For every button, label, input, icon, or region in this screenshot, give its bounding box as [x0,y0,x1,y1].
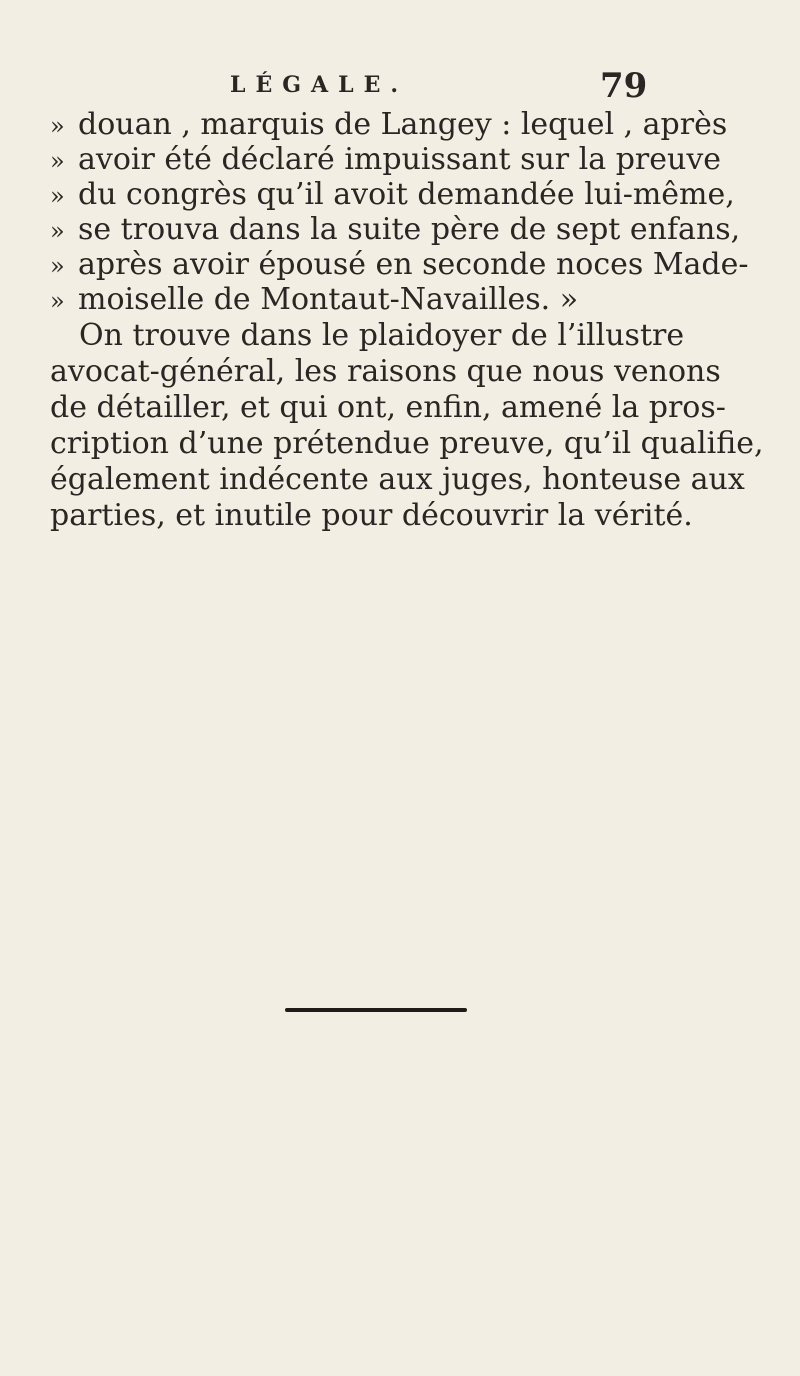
quote-mark: » [50,112,65,140]
quote-line [50,283,578,318]
running-head: LÉGALE. [230,72,408,98]
quote-text: après avoir épousé en seconde noces Made- [78,247,749,282]
body-line: avocat-général, les raisons que nous venons [50,354,721,389]
quote-mark: » [50,217,65,245]
body-line: parties, et inutile pour découvrir la vérité. [50,498,693,533]
quote-text: du congrès qu’il avoit demandée lui-même, [78,177,735,212]
quote-text: avoir été déclaré impuissant sur la preuve [78,142,722,177]
page-number: 79 [600,66,648,106]
quote-line [50,108,727,143]
end-rule [285,1008,467,1012]
quote-line [50,178,735,213]
quote-text: douan , marquis de Langey : lequel , après [78,107,728,142]
quote-line [50,248,749,283]
body-line: On trouve dans le plaidoyer de l’illustre [79,318,685,353]
quote-text: moiselle de Montaut-Navailles. » [78,282,579,317]
body-line: de détailler, et qui ont, enfin, amené la pros- [50,390,726,425]
quote-line [50,213,740,248]
quote-mark: » [50,252,65,280]
quote-mark: » [50,147,65,175]
quote-line [50,143,721,178]
body-line: également indécente aux juges, honteuse aux [50,462,745,497]
body-line: cription d’une prétendue preuve, qu’il qualifie, [50,426,764,461]
quote-mark: » [50,287,65,315]
quote-mark: » [50,182,65,210]
quote-text: se trouva dans la suite père de sept enfans, [78,212,741,247]
